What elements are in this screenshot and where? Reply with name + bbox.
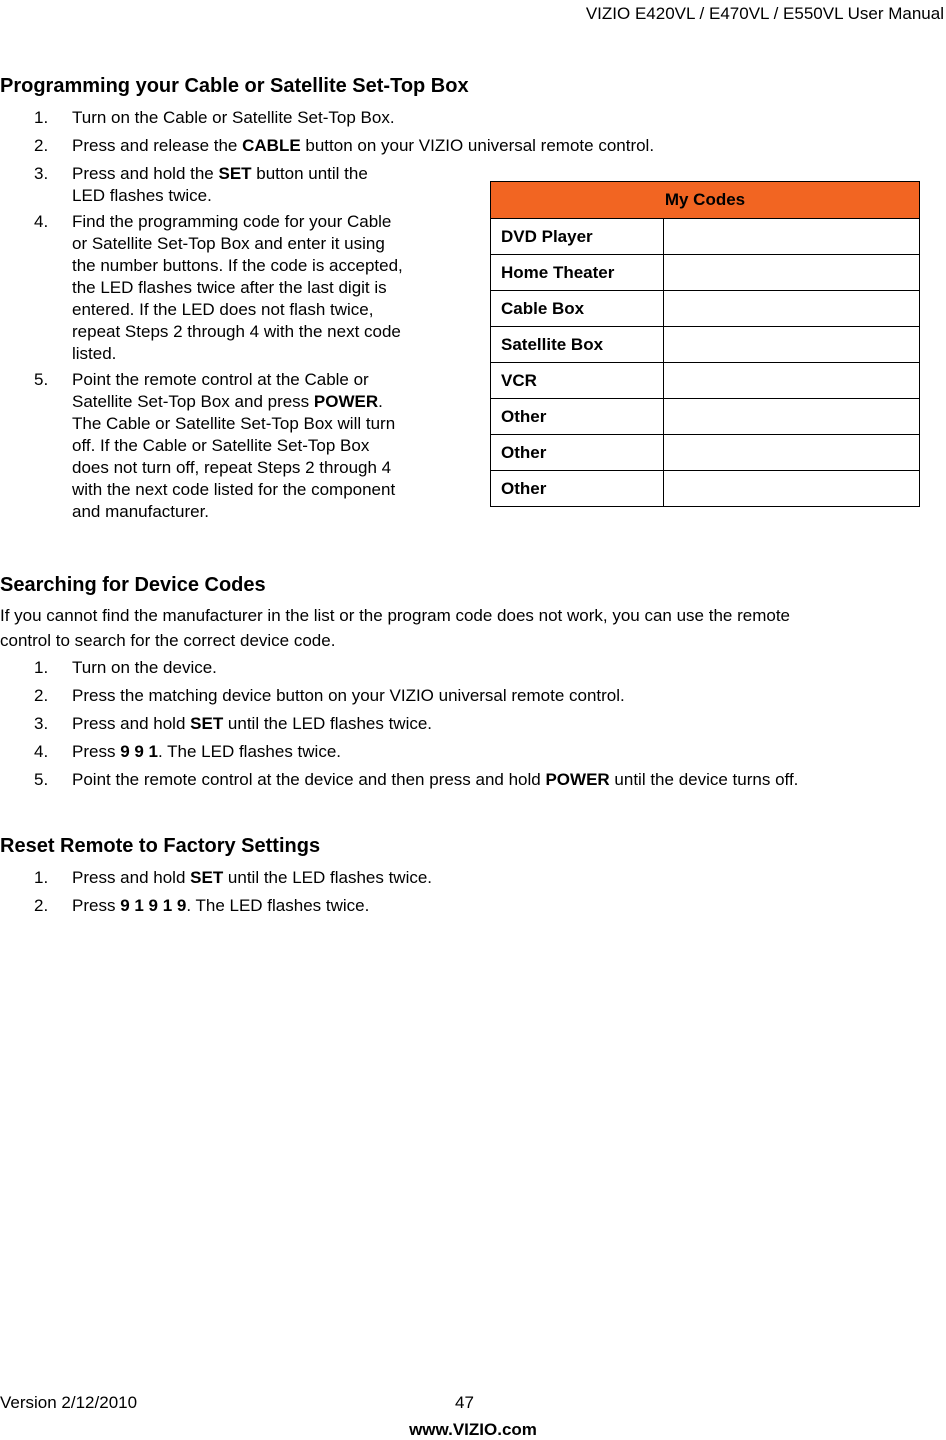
table-title: My Codes bbox=[491, 182, 920, 219]
table-row bbox=[491, 291, 920, 327]
code-cell bbox=[664, 363, 920, 399]
list-item: 3. Press and hold SET until the LED flashes twice. bbox=[34, 714, 433, 733]
device-label: Other bbox=[491, 435, 664, 471]
device-label: VCR bbox=[491, 363, 664, 399]
page-number: 47 bbox=[455, 1393, 474, 1412]
list-item: 2. Press the matching device button on your VIZIO universal remote control. bbox=[34, 686, 625, 705]
code-cell bbox=[664, 399, 920, 435]
device-label: Other bbox=[491, 471, 664, 507]
device-label: Other bbox=[491, 399, 664, 435]
list-item: 4. Press 9 9 1. The LED flashes twice. bbox=[34, 742, 341, 761]
device-label: Home Theater bbox=[491, 255, 664, 291]
list-item: 1. Press and hold SET until the LED flashes twice. bbox=[34, 868, 433, 887]
list-item: 3. Press and hold the SET button until the LED flashes twice. bbox=[34, 164, 368, 205]
table-row bbox=[491, 399, 920, 435]
section-heading-searching: Searching for Device Codes bbox=[0, 574, 266, 596]
my-codes-table bbox=[490, 181, 920, 507]
code-cell bbox=[664, 219, 920, 255]
table-row bbox=[491, 363, 920, 399]
code-cell bbox=[664, 471, 920, 507]
table-row bbox=[491, 327, 920, 363]
reset-steps bbox=[0, 866, 432, 922]
list-item: 2. Press and release the CABLE button on your VIZIO universal remote control. bbox=[34, 136, 655, 155]
programming-steps-continued bbox=[0, 163, 403, 523]
code-cell bbox=[664, 435, 920, 471]
device-label: DVD Player bbox=[491, 219, 664, 255]
footer-version: Version 2/12/2010 bbox=[0, 1393, 138, 1412]
code-cell bbox=[664, 291, 920, 327]
searching-steps bbox=[0, 656, 798, 796]
list-item: 5. Point the remote control at the Cable or Satellite Set-Top Box and press POWER. The Cable or Satellite Set-Top Box will turn off. If the Cable or Satellite Set-Top Box does not turn off, repeat Steps 2 through 4 with the next code listed for the component and manufacturer. bbox=[34, 370, 396, 521]
document-header: VIZIO E420VL / E470VL / E550VL User Manual bbox=[585, 4, 944, 23]
list-item: 2. Press 9 1 9 1 9. The LED flashes twice. bbox=[34, 896, 370, 915]
list-item: 1. Turn on the device. bbox=[34, 658, 217, 677]
table-row bbox=[491, 219, 920, 255]
section-heading-reset: Reset Remote to Factory Settings bbox=[0, 835, 321, 857]
searching-intro: If you cannot find the manufacturer in the list or the program code does not work, you can use the remote control to search for the correct device code. bbox=[0, 606, 790, 650]
list-item: 1. Turn on the Cable or Satellite Set-Top Box. bbox=[34, 108, 395, 127]
device-label: Satellite Box bbox=[491, 327, 664, 363]
list-item: 5. Point the remote control at the device and then press and hold POWER until the device turns off. bbox=[34, 770, 799, 789]
section-heading-programming: Programming your Cable or Satellite Set-Top Box bbox=[0, 75, 469, 97]
table-row bbox=[491, 471, 920, 507]
footer-url: www.VIZIO.com bbox=[409, 1420, 537, 1439]
code-cell bbox=[664, 327, 920, 363]
list-item: 4. Find the programming code for your Cable or Satellite Set-Top Box and enter it using the number buttons. If the code is accepted, the LED flashes twice after the last digit is entered. If the LED does not flash twice, repeat Steps 2 through 4 with the next code listed. bbox=[34, 212, 403, 363]
table-row bbox=[491, 255, 920, 291]
programming-steps bbox=[0, 106, 654, 162]
code-cell bbox=[664, 255, 920, 291]
table-row bbox=[491, 435, 920, 471]
device-label: Cable Box bbox=[491, 291, 664, 327]
